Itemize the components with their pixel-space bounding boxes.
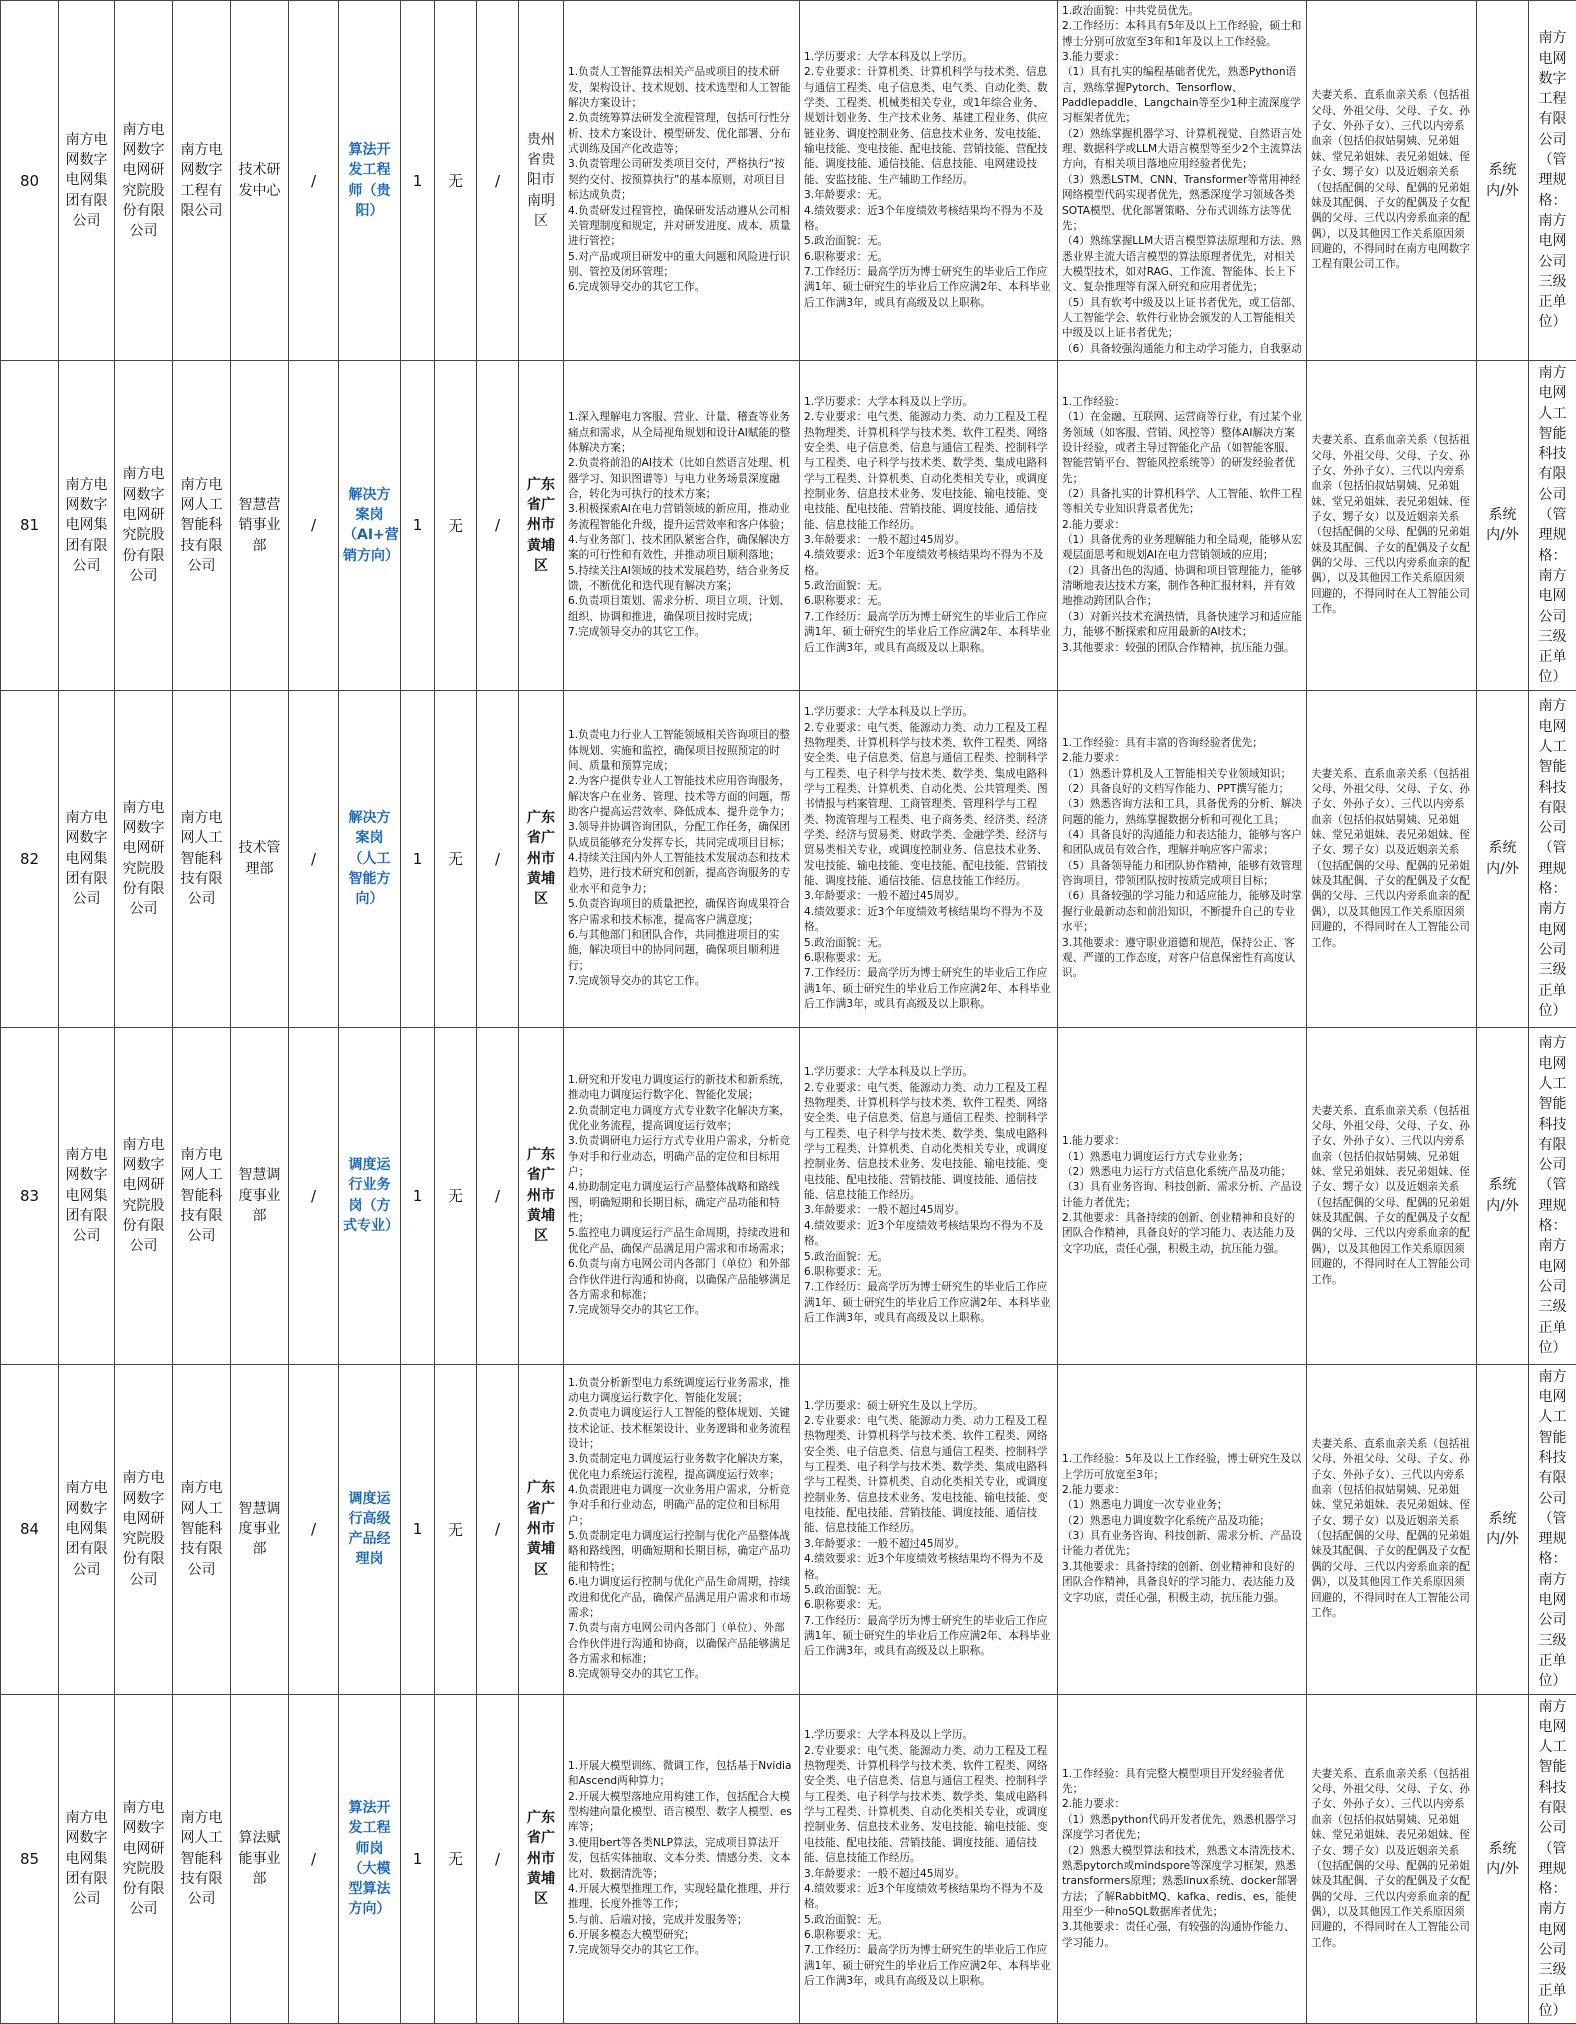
row-index: 81 bbox=[1, 361, 59, 691]
group-name: 南方电网数字电网集团有限公司 bbox=[59, 1364, 115, 1694]
table-row bbox=[1, 690, 1576, 1027]
table-row bbox=[1, 361, 1576, 691]
admin-unit: 南方电网人工智能科技有限公司（管理规格：南方电网公司三级正单位） bbox=[1529, 690, 1576, 1027]
unit-name: 南方电网数字电网研究院股份有限公司 bbox=[115, 690, 173, 1027]
placeholder-cell: / bbox=[289, 690, 339, 1027]
placeholder-cell: / bbox=[289, 1694, 339, 2024]
avoidance-rules: 夫妻关系、直系血亲关系（包括祖父母、外祖父母、父母、子女、孙子女、外孙子女）、三代以内旁系血亲（包括伯叔姑舅姨、兄弟姐妹、堂兄弟姐妹、表兄弟姐妹、侄子女、甥子女）以及近姻亲关系（包括配偶的父母、配偶的兄弟姐妹及其配偶、子女的配偶及子女配偶的父母、三代以内旁系血亲的配偶），以及其他因工作关系原因须回避的，不得同时在人工智能公司工作。 bbox=[1307, 690, 1477, 1027]
headcount: 1 bbox=[401, 1364, 435, 1694]
qualification-requirements: 1.学历要求：大学本科及以上学历。 2.专业要求：计算机类、计算机科学与技术类、信息与通信工程类、电子信息类、电气类、自动化类、数学类、工程类、机械类相关专业，或1年综合业务、规划计划业务、生产技术业务、基建工程业务、供应链业务、调度控制业务、信息技术业务、发电技能、输电技能、变电技能、配电技能、营销技能、营配技能、调度技能、通信技能、信息技能、电网建设技能、安监技能、生产辅助工作经历。 3.年龄要求：无。 4.绩效要求：近3个年度绩效考核结果均不得为不及格。 5.政治面貌：无。 6.职称要求：无。 7.工作经历：最高学历为博士研究生的毕业后工作应满1年、硕士研究生的毕业后工作应满2年、本科毕业后工作满3年，或具有高级及以上职称。 bbox=[800, 1, 1058, 361]
avoidance-rules: 夫妻关系、直系血亲关系（包括祖父母、外祖父母、父母、子女、孙子女、外孙子女）、三代以内旁系血亲（包括伯叔姑舅姨、兄弟姐妹、堂兄弟姐妹、表兄弟姐妹、侄子女、甥子女）以及近姻亲关系（包括配偶的父母、配偶的兄弟姐妹及其配偶、子女的配偶及子女配偶的父母、三代以内旁系血亲的配偶），以及其他因工作关系原因须回避的，不得同时在南方电网数字工程有限公司工作。 bbox=[1307, 1, 1477, 361]
requirement-none: 无 bbox=[435, 690, 477, 1027]
recruitment-scope: 系统内/外 bbox=[1477, 1, 1529, 361]
requirement-none: 无 bbox=[435, 1, 477, 361]
other-requirements: 1.工作经验：具有完整大模型项目开发经验者优先； 2.能力要求： （1）熟悉python代码开发者优先，熟悉机器学习深度学习者优先； （2）熟悉大模型算法和技术，熟悉文本清洗技术、熟悉pytorch或mindspore等深度学习框架，熟悉transformers原理；熟悉linux系统、docker部署方法；了解RabbitMQ、kafka、redis、es，能使用至少一种noSQL数据库者优先； 3.其他要求：责任心强，有较强的沟通协作能力、学习能力。 bbox=[1058, 1694, 1307, 2024]
position-title: 解决方案岗（AI+营销方向） bbox=[339, 361, 401, 691]
requirement-none: 无 bbox=[435, 1364, 477, 1694]
other-requirements: 1.工作经验： （1）在金融、互联网、运营商等行业，有过某个业务领域（如客服、营销、风控等）整体AI解决方案设计经验，或者主导过智能化产品（如智能客服、智能营销平台、智能风控系统等）的研发经验者优先； （2）具备扎实的计算机科学、人工智能、软件工程等相关专业知识背景者优先； 2.能力要求： （1）具备优秀的业务理解能力和全局观，能够从宏观层面思考和规划AI在电力营销领域的应用； （2）具备出色的沟通、协调和项目管理能力，能够清晰地表达技术方案，制作各种汇报材料，并有效地推动跨团队合作； （3）对新兴技术充满热情，具备快速学习和适应能力，能够不断探索和应用最新的AI技术； 3.其他要求：较强的团队合作精神，抗压能力强。 bbox=[1058, 361, 1307, 691]
admin-unit: 南方电网人工智能科技有限公司（管理规格：南方电网公司三级正单位） bbox=[1529, 1364, 1576, 1694]
table-row bbox=[1, 1027, 1576, 1364]
qualification-requirements: 1.学历要求：大学本科及以上学历。 2.专业要求：电气类、能源动力类、动力工程及工程热物理类、计算机科学与技术类、软件工程类、网络安全类、电子信息类、信息与通信工程类、控制科学与工程类、电子科学与技术类、数学类、集成电路科学与工程类、计算机类、自动化类相关专业，或调度控制业务、信息技术业务、发电技能、输电技能、变电技能、配电技能、营销技能、调度技能、通信技能、信息技能工作经历。 3.年龄要求：一般不超过45周岁。 4.绩效要求：近3个年度绩效考核结果均不得为不及格。 5.政治面貌：无。 6.职称要求：无。 7.工作经历：最高学历为博士研究生的毕业后工作应满1年、硕士研究生的毕业后工作应满2年、本科毕业后工作满3年，或具有高级及以上职称。 bbox=[800, 1694, 1058, 2024]
job-duties: 1.开展大模型训练、微调工作，包括基于Nvidia和Ascend两种算力； 2.开展大模型落地应用构建工作，包括配合大模型构建向量化模型、语言模型、数字人模型、es库等； 3.使用bert等各类NLP算法，完成项目算法开发，包括实体抽取、文本分类、情感分类、文本比对、数据清洗等； 4.开展大模型推理工作，实现轻量化推理、并行推理、长度外推等工作； 5.与前、后端对接，完成并发服务等； 6.开展多模态大模型研究； 7.完成领导交办的其它工作。 bbox=[564, 1694, 800, 2024]
department-name: 技术管理部 bbox=[231, 690, 289, 1027]
work-location: 贵州省贵阳市南明区 bbox=[519, 1, 564, 361]
job-duties: 1.负责人工智能算法相关产品或项目的技术研发，架构设计、技术规划、技术选型和人工智能解决方案设计； 2.负责统筹算法研发全流程管理，包括可行性分析、技术方案设计、模型研发、优化部署、分布式训练及国产化改造等； 3.负责管理公司研发类项目交付，严格执行“按契约交付、按预算执行”的基本原则，对项目目标达成负责； 4.负责研发过程管控，确保研发活动遵从公司相关管理制度和规定，并对研发进度、成本、质量进行管控； 5.对产品或项目研发中的重大问题和风险进行识别、管控及闭环管理； 6.完成领导交办的其它工作。 bbox=[564, 1, 800, 361]
group-name: 南方电网数字电网集团有限公司 bbox=[59, 361, 115, 691]
group-name: 南方电网数字电网集团有限公司 bbox=[59, 1, 115, 361]
avoidance-rules: 夫妻关系、直系血亲关系（包括祖父母、外祖父母、父母、子女、孙子女、外孙子女）、三代以内旁系血亲（包括伯叔姑舅姨、兄弟姐妹、堂兄弟姐妹、表兄弟姐妹、侄子女、甥子女）以及近姻亲关系（包括配偶的父母、配偶的兄弟姐妹及其配偶、子女的配偶及子女配偶的父母、三代以内旁系血亲的配偶），以及其他因工作关系原因须回避的，不得同时在人工智能公司工作。 bbox=[1307, 1694, 1477, 2024]
work-location: 广东省广州市黄埔区 bbox=[519, 1694, 564, 2024]
position-title: 调度运行高级产品经理岗 bbox=[339, 1364, 401, 1694]
department-name: 智慧调度事业部 bbox=[231, 1027, 289, 1364]
avoidance-rules: 夫妻关系、直系血亲关系（包括祖父母、外祖父母、父母、子女、孙子女、外孙子女）、三代以内旁系血亲（包括伯叔姑舅姨、兄弟姐妹、堂兄弟姐妹、表兄弟姐妹、侄子女、甥子女）以及近姻亲关系（包括配偶的父母、配偶的兄弟姐妹及其配偶、子女的配偶及子女配偶的父母、三代以内旁系血亲的配偶），以及其他因工作关系原因须回避的，不得同时在人工智能公司工作。 bbox=[1307, 361, 1477, 691]
table-row bbox=[1, 1, 1576, 361]
group-name: 南方电网数字电网集团有限公司 bbox=[59, 1027, 115, 1364]
job-duties: 1.负责电力行业人工智能领域相关咨询项目的整体规划、实施和监控，确保项目按照预定的时间、质量和预算完成； 2.为客户提供专业人工智能技术应用咨询服务，解决客户在业务、管理、技术等方面的问题，帮助客户提高运营效率、降低成本、提升竞争力； 3.领导并协调咨询团队，分配工作任务，确保团队成员能够充分发挥专长，共同完成项目目标； 4.持续关注国内外人工智能技术发展动态和技术趋势，进行技术研究和创新，提高咨询服务的专业水平和竞争力； 5.负责咨询项目的质量把控，确保咨询成果符合客户需求和技术标准，提高客户满意度； 6.与其他部门和团队合作，共同推进项目的实施，解决项目中的协同问题，确保项目顺利进行； 7.完成领导交办的其它工作。 bbox=[564, 690, 800, 1027]
placeholder-cell: / bbox=[477, 1027, 519, 1364]
row-index: 83 bbox=[1, 1027, 59, 1364]
department-name: 算法赋能事业部 bbox=[231, 1694, 289, 2024]
placeholder-cell: / bbox=[477, 690, 519, 1027]
company-name: 南方电网人工智能科技有限公司 bbox=[173, 1027, 231, 1364]
recruitment-scope: 系统内/外 bbox=[1477, 1027, 1529, 1364]
company-name: 南方电网人工智能科技有限公司 bbox=[173, 1694, 231, 2024]
unit-name: 南方电网数字电网研究院股份有限公司 bbox=[115, 1364, 173, 1694]
position-title: 算法开发工程师岗（大模型算法方向） bbox=[339, 1694, 401, 2024]
job-duties: 1.负责分析新型电力系统调度运行业务需求，推动电力调度运行数字化、智能化发展； 2.负责电力调度运行人工智能的整体规划、关键技术论证、技术框架设计、业务逻辑和业务流程设计； 3.负责制定电力调度运行业务数字化解决方案，优化电力系统运行流程，提高调度运行效率； 4.负责跟进电力调度一次业务用户需求，分析竞争对手和行业动态，明确产品的定位和目标用户； 5.负责制定电力调度运行控制与优化产品整体战略和路线图，明确短期和长期目标，确定产品功能和特性； 6.电力调度运行控制与优化产品生命周期，持续改进和优化产品，确保产品满足用户需求和市场需求； 7.负责与南方电网公司内各部门（单位）、外部合作伙伴进行沟通和协商，以确保产品能够满足各方需求和标准； 8.完成领导交办的其它工作。 bbox=[564, 1364, 800, 1694]
position-title: 调度运行业务岗（方式专业） bbox=[339, 1027, 401, 1364]
headcount: 1 bbox=[401, 1, 435, 361]
admin-unit: 南方电网人工智能科技有限公司（管理规格：南方电网公司三级正单位） bbox=[1529, 1027, 1576, 1364]
other-requirements: 1.能力要求： （1）熟悉电力调度运行方式专业业务； （2）熟悉电力运行方式信息化系统产品及功能； （3）具有业务咨询、科技创新、需求分析、产品设计能力者优先； 2.其他要求：具备持续的创新、创业精神和良好的团队合作精神，具备良好的学习能力、表达能力及文字功底，责任心强，积极主动，抗压能力强。 bbox=[1058, 1027, 1307, 1364]
work-location: 广东省广州市黄埔区 bbox=[519, 1364, 564, 1694]
qualification-requirements: 1.学历要求：大学本科及以上学历。 2.专业要求：电气类、能源动力类、动力工程及工程热物理类、计算机科学与技术类、软件工程类、网络安全类、电子信息类、信息与通信工程类、控制科学与工程类、电子科学与技术类、数学类、集成电路科学与工程类、计算机类、自动化类相关专业，或调度控制业务、信息技术业务、发电技能、输电技能、变电技能、配电技能、营销技能、调度技能、通信技能、信息技能工作经历。 3.年龄要求：一般不超过45周岁。 4.绩效要求：近3个年度绩效考核结果均不得为不及格。 5.政治面貌：无。 6.职称要求：无。 7.工作经历：最高学历为博士研究生的毕业后工作应满1年、硕士研究生的毕业后工作应满2年、本科毕业后工作满3年，或具有高级及以上职称。 bbox=[800, 361, 1058, 691]
unit-name: 南方电网数字电网研究院股份有限公司 bbox=[115, 1027, 173, 1364]
recruitment-scope: 系统内/外 bbox=[1477, 690, 1529, 1027]
row-index: 85 bbox=[1, 1694, 59, 2024]
headcount: 1 bbox=[401, 361, 435, 691]
company-name: 南方电网数字工程有限公司 bbox=[173, 1, 231, 361]
row-index: 82 bbox=[1, 690, 59, 1027]
headcount: 1 bbox=[401, 690, 435, 1027]
row-index: 80 bbox=[1, 1, 59, 361]
table-row bbox=[1, 1694, 1576, 2024]
job-duties: 1.研究和开发电力调度运行的新技术和新系统，推动电力调度运行数字化、智能化发展； 2.负责制定电力调度方式专业数字化解决方案，优化业务流程，提高调度运行效率； 3.负责调研电力运行方式专业用户需求，分析竞争对手和行业动态，明确产品的定位和目标用户； 4.协助制定电力调度运行产品整体战略和路线图，明确短期和长期目标，确定产品功能和特性； 5.监控电力调度运行产品生命周期，持续改进和优化产品，确保产品满足用户需求和市场需求； 6.负责与南方电网公司内各部门（单位）和外部合作伙伴进行沟通和协商，以确保产品能够满足各方需求和标准； 7.完成领导交办的其它工作。 bbox=[564, 1027, 800, 1364]
unit-name: 南方电网数字电网研究院股份有限公司 bbox=[115, 1694, 173, 2024]
work-location: 广东省广州市黄埔区 bbox=[519, 361, 564, 691]
placeholder-cell: / bbox=[477, 1364, 519, 1694]
job-duties: 1.深入理解电力客服、营业、计量、稽查等业务痛点和需求，从全局视角规划和设计AI赋能的整体解决方案； 2.负责将前沿的AI技术（比如自然语言处理、机器学习、知识图谱等）与电力业务场景深度融合，转化为可执行的技术方案； 3.积极探索AI在电力营销领域的新应用，推动业务流程智能化升级，提升运营效率和客户体验； 4.与业务部门、技术团队紧密合作，确保解决方案的可行性和有效性，并推动项目顺利落地； 5.持续关注AI领域的技术发展趋势，结合业务反馈，不断优化和迭代现有解决方案； 6.负责项目策划、需求分析、项目立项、计划、组织、协调和推进，确保项目按时完成； 7.完成领导交办的其它工作。 bbox=[564, 361, 800, 691]
requirement-none: 无 bbox=[435, 1694, 477, 2024]
headcount: 1 bbox=[401, 1027, 435, 1364]
row-index: 84 bbox=[1, 1364, 59, 1694]
recruitment-scope: 系统内/外 bbox=[1477, 361, 1529, 691]
other-requirements: 1.工作经验：具有丰富的咨询经验者优先； 2.能力要求： （1）熟悉计算机及人工智能相关专业领域知识； （2）具备良好的文档写作能力、PPT撰写能力； （3）熟悉咨询方法和工具，具备优秀的分析、解决问题的能力，熟练掌握数据分析和可视化工具； （4）具备良好的沟通能力和表达能力，能够与客户和团队成员有效合作，理解并响应客户需求； （5）具备领导能力和团队协作精神，能够有效管理咨询项目，带领团队按时按质完成项目目标； （6）具备较强的学习能力和适应能力，能够及时掌握行业最新动态和前沿知识，不断提升自己的专业水平； 3.其他要求：遵守职业道德和规范，保持公正、客观、严谨的工作态度，对客户信息保密性有高度认识。 bbox=[1058, 690, 1307, 1027]
position-title: 算法开发工程师（贵阳） bbox=[339, 1, 401, 361]
qualification-requirements: 1.学历要求：硕士研究生及以上学历。 2.专业要求：电气类、能源动力类、动力工程及工程热物理类、计算机科学与技术类、软件工程类、网络安全类、电子信息类、信息与通信工程类、控制科学与工程类、电子科学与技术类、数学类、集成电路科学与工程类、计算机类、自动化类相关专业，或调度控制业务、信息技术业务、发电技能、输电技能、变电技能、配电技能、营销技能、调度技能、通信技能、信息技能工作经历。 3.年龄要求：一般不超过45周岁。 4.绩效要求：近3个年度绩效考核结果均不得为不及格。 5.政治面貌：无。 6.职称要求：无。 7.工作经历：最高学历为博士研究生的毕业后工作应满1年、硕士研究生的毕业后工作应满2年、本科毕业后工作满3年，或具有高级及以上职称。 bbox=[800, 1364, 1058, 1694]
avoidance-rules: 夫妻关系、直系血亲关系（包括祖父母、外祖父母、父母、子女、孙子女、外孙子女）、三代以内旁系血亲（包括伯叔姑舅姨、兄弟姐妹、堂兄弟姐妹、表兄弟姐妹、侄子女、甥子女）以及近姻亲关系（包括配偶的父母、配偶的兄弟姐妹及其配偶、子女的配偶及子女配偶的父母、三代以内旁系血亲的配偶），以及其他因工作关系原因须回避的，不得同时在人工智能公司工作。 bbox=[1307, 1027, 1477, 1364]
work-location: 广东省广州市黄埔区 bbox=[519, 690, 564, 1027]
other-requirements: 1.工作经验：5年及以上工作经验，博士研究生及以上学历可放宽至3年； 2.能力要求： （1）熟悉电力调度一次专业业务； （2）熟悉电力调度数字化系统产品及功能； （3）具有业务咨询、科技创新、需求分析、产品设计能力者优先； 3.其他要求：具备持续的创新、创业精神和良好的团队合作精神，具备良好的学习能力、表达能力及文字功底，责任心强，积极主动，抗压能力强。 bbox=[1058, 1364, 1307, 1694]
recruitment-scope: 系统内/外 bbox=[1477, 1364, 1529, 1694]
placeholder-cell: / bbox=[289, 1364, 339, 1694]
recruitment-scope: 系统内/外 bbox=[1477, 1694, 1529, 2024]
group-name: 南方电网数字电网集团有限公司 bbox=[59, 690, 115, 1027]
requirement-none: 无 bbox=[435, 1027, 477, 1364]
admin-unit: 南方电网人工智能科技有限公司（管理规格：南方电网公司三级正单位） bbox=[1529, 361, 1576, 691]
placeholder-cell: / bbox=[477, 1694, 519, 2024]
admin-unit: 南方电网数字工程有限公司（管理规格：南方电网公司三级正单位） bbox=[1529, 1, 1576, 361]
headcount: 1 bbox=[401, 1694, 435, 2024]
other-requirements: 1.政治面貌：中共党员优先。 2.工作经历：本科具有5年及以上工作经验，硕士和博士分别可放宽至3年和1年及以上工作经验。 3.能力要求： （1）具有扎实的编程基础者优先，熟悉Python语言，熟练掌握Pytorch、Tensorflow、Paddlepaddle、Langchain等至少1种主流深度学习框架者优先； （2）熟练掌握机器学习、计算机视觉、自然语言处理、数据科学或LLM大语言模型等至少2个主流算法方向，有相关项目落地应用经验者优先； （3）熟悉LSTM、CNN、Transformer等常用神经网络模型代码实现者优先，熟悉深度学习领域各类SOTA模型、优化部署策略、分布式训练方法等优先； （4）熟练掌握LLM大语言模型算法原理和方法、熟悉业界主流大语言模型的算法原理者优先，对相关大模型技术，如对RAG、工作流、智能体、长上下文、复杂推理等有深入研究和应用者优先； （5）具有软考中级及以上证书者优先，或工信部、人工智能学会、软件行业协会颁发的人工智能相关中级及以上证书者优先； （6）具备较强沟通能力和主动学习能力，自我驱动 bbox=[1058, 1, 1307, 361]
unit-name: 南方电网数字电网研究院股份有限公司 bbox=[115, 1, 173, 361]
table-row bbox=[1, 1364, 1576, 1694]
department-name: 技术研发中心 bbox=[231, 1, 289, 361]
avoidance-rules: 夫妻关系、直系血亲关系（包括祖父母、外祖父母、父母、子女、孙子女、外孙子女）、三代以内旁系血亲（包括伯叔姑舅姨、兄弟姐妹、堂兄弟姐妹、表兄弟姐妹、侄子女、甥子女）以及近姻亲关系（包括配偶的父母、配偶的兄弟姐妹及其配偶、子女的配偶及子女配偶的父母、三代以内旁系血亲的配偶），以及其他因工作关系原因须回避的，不得同时在人工智能公司工作。 bbox=[1307, 1364, 1477, 1694]
admin-unit: 南方电网人工智能科技有限公司（管理规格：南方电网公司三级正单位） bbox=[1529, 1694, 1576, 2024]
placeholder-cell: / bbox=[289, 1, 339, 361]
company-name: 南方电网人工智能科技有限公司 bbox=[173, 361, 231, 691]
placeholder-cell: / bbox=[477, 1, 519, 361]
placeholder-cell: / bbox=[289, 1027, 339, 1364]
placeholder-cell: / bbox=[477, 361, 519, 691]
placeholder-cell: / bbox=[289, 361, 339, 691]
work-location: 广东省广州市黄埔区 bbox=[519, 1027, 564, 1364]
department-name: 智慧调度事业部 bbox=[231, 1364, 289, 1694]
qualification-requirements: 1.学历要求：大学本科及以上学历。 2.专业要求：电气类、能源动力类、动力工程及工程热物理类、计算机科学与技术类、软件工程类、网络安全类、电子信息类、信息与通信工程类、控制科学与工程类、电子科学与技术类、数学类、集成电路科学与工程类、计算机类、自动化类、公共管理类、图书情报与档案管理、工商管理类、管理科学与工程类、物流管理与工程类、电子商务类、经济类、经济学类、经济与贸易类、财政学类、金融学类、经济与贸易类相关专业，或调度控制业务、信息技术业务、发电技能、输电技能、变电技能、配电技能、营销技能、调度技能、通信技能、信息技能工作经历。 3.年龄要求：一般不超过45周岁。 4.绩效要求：近3个年度绩效考核结果均不得为不及格。 5.政治面貌：无。 6.职称要求：无。 7.工作经历：最高学历为博士研究生的毕业后工作应满1年、硕士研究生的毕业后工作应满2年、本科毕业后工作满3年，或具有高级及以上职称。 bbox=[800, 690, 1058, 1027]
department-name: 智慧营销事业部 bbox=[231, 361, 289, 691]
group-name: 南方电网数字电网集团有限公司 bbox=[59, 1694, 115, 2024]
unit-name: 南方电网数字电网研究院股份有限公司 bbox=[115, 361, 173, 691]
company-name: 南方电网人工智能科技有限公司 bbox=[173, 1364, 231, 1694]
requirement-none: 无 bbox=[435, 361, 477, 691]
position-title: 解决方案岗（人工智能方向） bbox=[339, 690, 401, 1027]
qualification-requirements: 1.学历要求：大学本科及以上学历。 2.专业要求：电气类、能源动力类、动力工程及工程热物理类、计算机科学与技术类、软件工程类、网络安全类、电子信息类、信息与通信工程类、控制科学与工程类、电子科学与技术类、数学类、集成电路科学与工程类、计算机类、自动化类相关专业，或调度控制业务、信息技术业务、发电技能、输电技能、变电技能、配电技能、营销技能、调度技能、通信技能、信息技能工作经历。 3.年龄要求：一般不超过45周岁。 4.绩效要求：近3个年度绩效考核结果均不得为不及格。 5.政治面貌：无。 6.职称要求：无。 7.工作经历：最高学历为博士研究生的毕业后工作应满1年、硕士研究生的毕业后工作应满2年、本科毕业后工作满3年，或具有高级及以上职称。 bbox=[800, 1027, 1058, 1364]
company-name: 南方电网人工智能科技有限公司 bbox=[173, 690, 231, 1027]
